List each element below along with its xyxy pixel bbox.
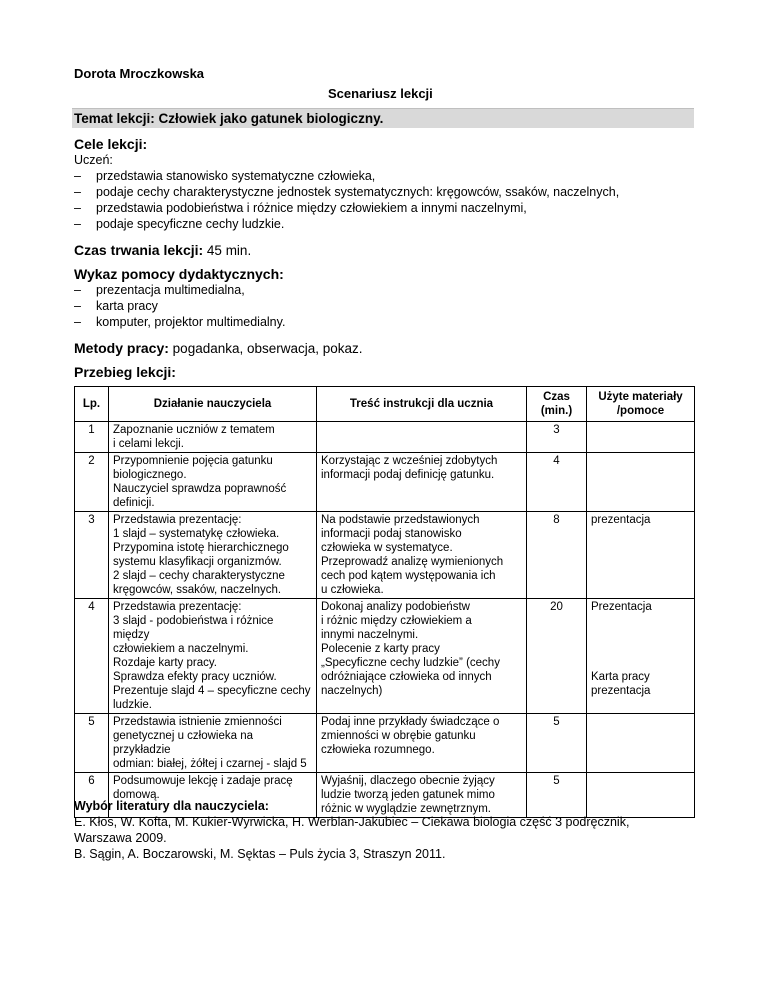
- teacher-line: biologicznego.: [113, 469, 187, 481]
- row-student-instruction: [317, 422, 527, 453]
- row-teacher-action: [109, 512, 317, 599]
- table-row: [75, 422, 695, 453]
- teacher-line: 3 slajd - podobieństwa i różnice między: [113, 615, 274, 641]
- goal-item: – przedstawia stanowisko systematyczne człowieka,: [74, 168, 714, 184]
- aid-item: – karta pracy: [74, 298, 714, 314]
- teacher-line: 1 slajd – systematykę człowieka.: [113, 528, 280, 540]
- row-lp: 6: [75, 773, 109, 818]
- student-line: u człowieka.: [321, 584, 384, 596]
- student-line: Wyjaśnij, dlaczego obecnie żyjący: [321, 775, 495, 787]
- process-heading-text: Przebieg lekcji:: [74, 364, 176, 380]
- teacher-line: Zapoznanie uczniów z tematem: [113, 424, 275, 436]
- teacher-line: i celami lekcji.: [113, 438, 184, 450]
- student-line: i różnic między człowiekiem a: [321, 615, 472, 627]
- table-row: [75, 599, 695, 714]
- author-name: Dorota Mroczkowska: [74, 66, 205, 81]
- col-header-student: Treść instrukcji dla ucznia: [317, 387, 527, 422]
- literature-line: B. Sągin, A. Boczarowski, M. Sęktas – Puls życia 3, Straszyn 2011.: [74, 847, 446, 861]
- teacher-line: genetycznej u człowieka na przykładzie: [113, 730, 253, 756]
- row-materials: [587, 714, 695, 773]
- student-line: Polecenie z karty pracy: [321, 643, 440, 655]
- table-row: [75, 453, 695, 512]
- goals-list: [74, 168, 714, 232]
- table-row: [75, 714, 695, 773]
- student-line: człowieka w systematyce.: [321, 542, 453, 554]
- teacher-line: systemu klasyfikacji organizmów.: [113, 556, 282, 568]
- student-line: ludzie tworzą jeden gatunek mimo: [321, 789, 495, 801]
- row-teacher-action: [109, 422, 317, 453]
- duration-value: 45 min.: [203, 243, 252, 258]
- row-time: 5: [527, 714, 587, 773]
- teacher-line: Rozdaje karty pracy.: [113, 657, 217, 669]
- row-lp: 4: [75, 599, 109, 714]
- student-line: odróżniające człowieka od innych: [321, 671, 492, 683]
- literature-line: E. Kłos, W. Kofta, M. Kukier-Wyrwicka, H. Werblan-Jakubiec – Ciekawa biologia część 3 podręcznik,: [74, 815, 630, 829]
- row-teacher-action: [109, 599, 317, 714]
- teacher-line: Przypomnienie pojęcia gatunku: [113, 455, 273, 467]
- methods-label: Metody pracy:: [74, 340, 169, 356]
- literature-section: [74, 798, 714, 862]
- teacher-line: Podsumowuje lekcję i zadaje pracę: [113, 775, 293, 787]
- table-header-row: [75, 387, 695, 422]
- goals-intro: Uczeń:: [74, 153, 113, 167]
- duration-line: [74, 242, 714, 260]
- teacher-line: Przedstawia prezentację:: [113, 601, 242, 613]
- teacher-line: człowiekiem a naczelnymi.: [113, 643, 249, 655]
- student-line: „Specyficzne cechy ludzkie” (cechy: [321, 657, 500, 669]
- aid-item: – komputer, projektor multimedialny.: [74, 314, 714, 330]
- row-student-instruction: [317, 453, 527, 512]
- row-student-instruction: [317, 599, 527, 714]
- row-lp: 2: [75, 453, 109, 512]
- student-line: Podaj inne przykłady świadczące o: [321, 716, 500, 728]
- col-header-teacher: Działanie nauczyciela: [109, 387, 317, 422]
- table-row: [75, 512, 695, 599]
- student-line: Korzystając z wcześniej zdobytych: [321, 455, 498, 467]
- row-time: 8: [527, 512, 587, 599]
- aids-heading: Wykaz pomocy dydaktycznych:: [74, 266, 284, 282]
- teacher-line: odmian: białej, żółtej i czarnej - slajd 5: [113, 758, 307, 770]
- duration-label: Czas trwania lekcji:: [74, 242, 204, 258]
- row-materials: [587, 512, 695, 599]
- student-line: innymi naczelnymi.: [321, 629, 419, 641]
- methods-line: [74, 340, 714, 358]
- student-line: zmienności w obrębie gatunku: [321, 730, 476, 742]
- row-lp: 5: [75, 714, 109, 773]
- goals-heading: Cele lekcji:: [74, 136, 148, 152]
- teacher-line: Przedstawia istnienie zmienności: [113, 716, 282, 728]
- lesson-table: [74, 386, 695, 818]
- teacher-line: Nauczyciel sprawdza poprawność: [113, 483, 287, 495]
- aids-list: [74, 282, 714, 330]
- teacher-line: Przypomina istotę hierarchicznego: [113, 542, 289, 554]
- teacher-line: Prezentuje slajd 4 – specyficzne cechy: [113, 685, 311, 697]
- row-teacher-action: [109, 453, 317, 512]
- goal-item: – podaje specyficzne cechy ludzkie.: [74, 216, 714, 232]
- materials-line: [591, 614, 690, 628]
- materials-line: [591, 656, 690, 670]
- materials-line: [591, 628, 690, 642]
- goal-item: – podaje cechy charakterystyczne jednostek systematycznych: kręgowców, ssaków, naczelnych,: [74, 184, 714, 200]
- goal-item: – przedstawia podobieństwa i różnice między człowiekiem a innymi naczelnymi,: [74, 200, 714, 216]
- col-header-materials: Użyte materiały /pomoce: [587, 387, 695, 422]
- teacher-line: definicji.: [113, 497, 155, 509]
- student-line: naczelnych): [321, 685, 383, 697]
- materials-line: prezentacja: [591, 514, 651, 526]
- materials-line: Prezentacja: [591, 601, 652, 613]
- lesson-topic: Temat lekcji: Człowiek jako gatunek biologiczny.: [72, 108, 694, 128]
- student-line: Dokonaj analizy podobieństw: [321, 601, 470, 613]
- row-teacher-action: [109, 714, 317, 773]
- row-lp: 3: [75, 512, 109, 599]
- row-materials: [587, 422, 695, 453]
- teacher-line: 2 slajd – cechy charakterystyczne: [113, 570, 285, 582]
- row-student-instruction: [317, 512, 527, 599]
- student-line: różnic w wyglądzie zewnętrznym.: [321, 803, 492, 815]
- row-time: 5: [527, 773, 587, 818]
- student-line: cech pod kątem występowania ich: [321, 570, 496, 582]
- teacher-line: domową.: [113, 789, 160, 801]
- teacher-line: ludzkie.: [113, 699, 152, 711]
- process-heading: [74, 364, 714, 382]
- student-line: Przeprowadź analizę wymienionych: [321, 556, 504, 568]
- teacher-line: Sprawdza efekty pracy uczniów.: [113, 671, 277, 683]
- row-lp: 1: [75, 422, 109, 453]
- row-materials: [587, 599, 695, 714]
- document-title: Scenariusz lekcji: [328, 86, 433, 101]
- materials-line: prezentacja: [591, 685, 651, 697]
- methods-value: pogadanka, obserwacja, pokaz.: [168, 341, 363, 356]
- materials-line: [591, 642, 690, 656]
- row-materials: [587, 453, 695, 512]
- student-line: człowieka rozumnego.: [321, 744, 435, 756]
- aid-item: – prezentacja multimedialna,: [74, 282, 714, 298]
- literature-heading: Wybór literatury dla nauczyciela:: [74, 799, 269, 813]
- table-body: [75, 422, 695, 818]
- row-student-instruction: [317, 714, 527, 773]
- row-time: 20: [527, 599, 587, 714]
- student-line: informacji podaj stanowisko: [321, 528, 462, 540]
- col-header-time: Czas (min.): [527, 387, 587, 422]
- student-line: informacji podaj definicję gatunku.: [321, 469, 495, 481]
- row-time: 4: [527, 453, 587, 512]
- aids-section: [74, 266, 714, 330]
- teacher-line: kręgowców, ssaków, naczelnych.: [113, 584, 282, 596]
- teacher-line: Przedstawia prezentację:: [113, 514, 242, 526]
- goals-section: [74, 136, 714, 232]
- literature-line: Warszawa 2009.: [74, 831, 167, 845]
- col-header-lp: Lp.: [75, 387, 109, 422]
- materials-line: Karta pracy: [591, 671, 650, 683]
- student-line: Na podstawie przedstawionych: [321, 514, 480, 526]
- row-time: 3: [527, 422, 587, 453]
